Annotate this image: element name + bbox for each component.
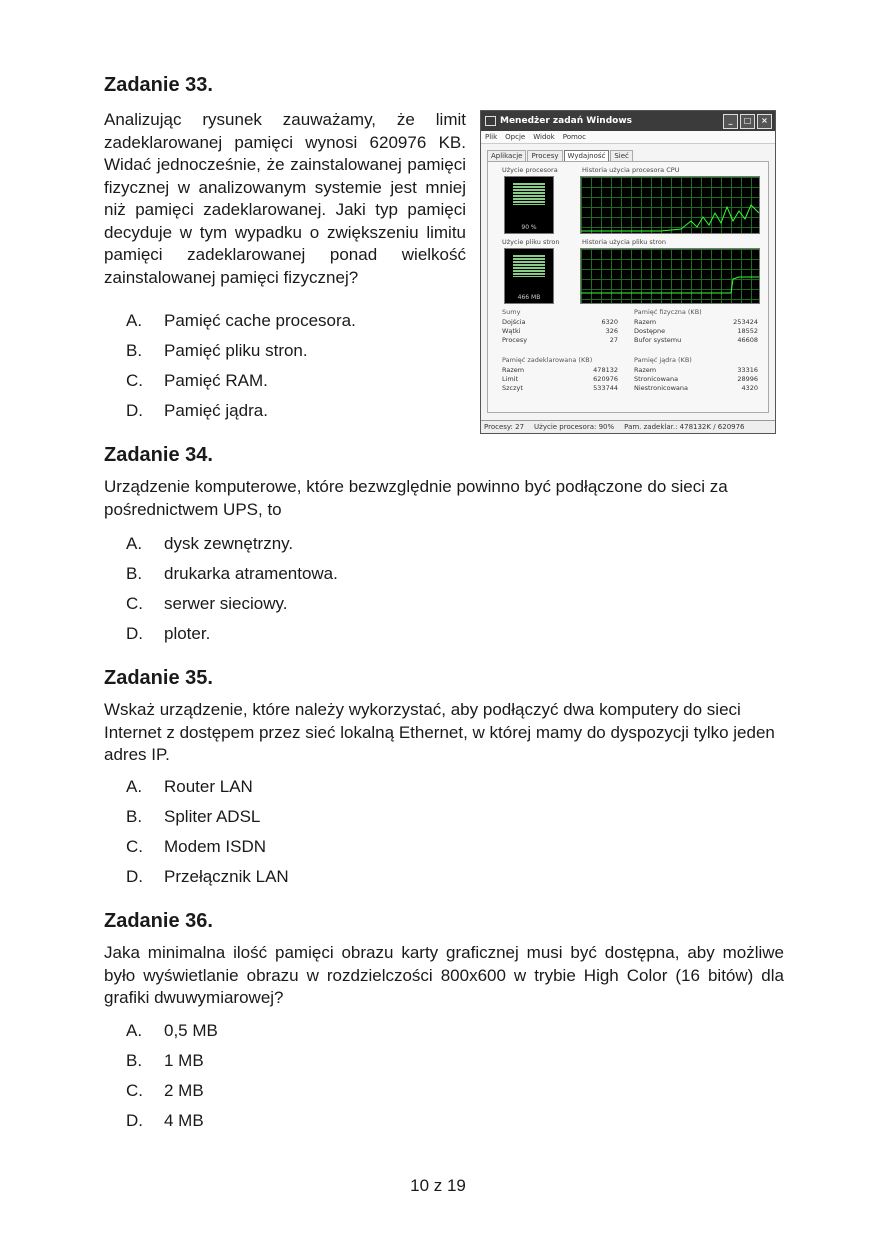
task-manager-statusbar xyxy=(481,420,775,433)
menu-item-file[interactable]: Plik xyxy=(485,133,498,141)
answer-text: Pamięć RAM. xyxy=(164,371,268,390)
physical-memory-row xyxy=(634,336,758,345)
answer-d xyxy=(126,1106,218,1136)
task-manager-title: Menedżer zadań Windows xyxy=(500,116,633,126)
answer-text: drukarka atramentowa. xyxy=(164,564,338,583)
stat-value: 4320 xyxy=(741,384,758,392)
answer-text: Router LAN xyxy=(164,777,253,796)
task-33-answers xyxy=(126,306,356,426)
stat-value: 46608 xyxy=(737,336,758,344)
cpu-history-graph xyxy=(580,176,760,234)
answer-a xyxy=(126,306,356,336)
pagefile-history-graph xyxy=(580,248,760,304)
menu-item-options[interactable]: Opcje xyxy=(505,133,526,141)
answer-letter: C. xyxy=(126,1081,143,1100)
totals-group xyxy=(502,308,618,345)
stat-label: Procesy xyxy=(502,336,528,344)
answer-b xyxy=(126,559,338,589)
answer-c xyxy=(126,832,289,862)
pagefile-history-line xyxy=(581,249,759,303)
answer-letter: D. xyxy=(126,867,143,886)
pagefile-history-label: Historia użycia pliku stron xyxy=(582,238,666,246)
answer-text: Pamięć cache procesora. xyxy=(164,311,356,330)
answer-a xyxy=(126,1016,218,1046)
answer-text: 4 MB xyxy=(164,1111,204,1130)
totals-header: Sumy xyxy=(502,308,521,316)
answer-text: Przełącznik LAN xyxy=(164,867,289,886)
kernel-memory-group xyxy=(634,356,758,393)
totals-row xyxy=(502,336,618,345)
totals-row xyxy=(502,327,618,336)
answer-a xyxy=(126,529,338,559)
physical-memory-header: Pamięć fizyczna (KB) xyxy=(634,308,702,316)
stat-value: 253424 xyxy=(733,318,758,326)
task-manager-tabs xyxy=(481,144,775,161)
answer-text: Modem ISDN xyxy=(164,837,267,856)
stat-label: Bufor systemu xyxy=(634,336,682,344)
answer-letter: B. xyxy=(126,341,143,360)
answer-text: 2 MB xyxy=(164,1081,204,1100)
kernel-memory-row xyxy=(634,375,758,384)
stat-label: Stronicowana xyxy=(634,375,679,383)
task-manager-menu xyxy=(481,131,775,144)
stat-value: 33316 xyxy=(737,366,758,374)
kernel-memory-header: Pamięć jądra (KB) xyxy=(634,356,692,364)
pagefile-usage-meter xyxy=(504,248,554,304)
cpu-usage-meter xyxy=(504,176,554,234)
minimize-icon[interactable]: _ xyxy=(723,114,738,129)
task-33-title: Zadanie 33. xyxy=(104,74,213,96)
answer-letter: B. xyxy=(126,807,143,826)
task-34-answers xyxy=(126,529,338,649)
tab-processes[interactable]: Procesy xyxy=(527,150,562,161)
stat-value: 533744 xyxy=(593,384,618,392)
answer-b xyxy=(126,336,356,366)
answer-text: 0,5 MB xyxy=(164,1021,218,1040)
answer-b xyxy=(126,802,289,832)
commit-charge-group xyxy=(502,356,618,393)
answer-letter: C. xyxy=(126,837,143,856)
answer-text: Pamięć pliku stron. xyxy=(164,341,308,360)
task-34-question: Urządzenie komputerowe, które bezwzględnie powinno być podłączone do sieci za pośrednictwem UPS, to xyxy=(104,477,728,519)
answer-c xyxy=(126,1076,218,1106)
task-manager-titlebar xyxy=(481,111,775,131)
answer-letter: B. xyxy=(126,564,143,583)
answer-text: ploter. xyxy=(164,624,211,643)
tab-applications[interactable]: Aplikacje xyxy=(487,150,526,161)
answer-letter: D. xyxy=(126,624,143,643)
answer-d xyxy=(126,862,289,892)
cpu-history-line xyxy=(581,177,759,233)
stat-label: Razem xyxy=(502,366,525,374)
answer-d xyxy=(126,396,356,426)
page-number: 10 z 19 xyxy=(410,1176,466,1195)
performance-panel xyxy=(487,161,769,413)
stat-label: Razem xyxy=(634,318,657,326)
maximize-icon[interactable]: □ xyxy=(740,114,755,129)
task-36-title: Zadanie 36. xyxy=(104,910,213,932)
stat-value: 478132 xyxy=(593,366,618,374)
task-36-question: Jaka minimalna ilość pamięci obrazu karty graficznej musi być dostępna, aby możliwe było wyświetlanie obrazu w rozdzielczości 800x600 w trybie High Color (16 bitów) dla grafiki dwuwymiarowej? xyxy=(104,943,784,1007)
answer-letter: D. xyxy=(126,1111,143,1130)
stat-label: Szczyt xyxy=(502,384,523,392)
stat-label: Niestronicowana xyxy=(634,384,688,392)
physical-memory-group xyxy=(634,308,758,345)
kernel-memory-row xyxy=(634,366,758,375)
tab-performance[interactable]: Wydajność xyxy=(564,150,610,161)
answer-letter: A. xyxy=(126,777,143,796)
answer-letter: B. xyxy=(126,1051,143,1070)
commit-charge-row xyxy=(502,366,618,375)
answer-letter: C. xyxy=(126,371,143,390)
stat-value: 620976 xyxy=(593,375,618,383)
stat-value: 28996 xyxy=(737,375,758,383)
stat-value: 6320 xyxy=(601,318,618,326)
answer-text: Spliter ADSL xyxy=(164,807,261,826)
answer-a xyxy=(126,772,289,802)
task-35-answers xyxy=(126,772,289,892)
answer-c xyxy=(126,366,356,396)
status-cpu: Użycie procesora: 90% xyxy=(534,423,615,431)
answer-text: Pamięć jądra. xyxy=(164,401,268,420)
status-commit: Pam. zadeklar.: 478132K / 620976 xyxy=(624,423,745,431)
commit-charge-header: Pamięć zadeklarowana (KB) xyxy=(502,356,593,364)
answer-text: serwer sieciowy. xyxy=(164,594,288,613)
stat-value: 326 xyxy=(605,327,618,335)
kernel-memory-row xyxy=(634,384,758,393)
task-manager-window xyxy=(480,110,776,434)
task-34-title: Zadanie 34. xyxy=(104,444,213,466)
stat-label: Dostępne xyxy=(634,327,666,335)
answer-letter: A. xyxy=(126,311,143,330)
stat-label: Razem xyxy=(634,366,657,374)
menu-item-help[interactable]: Pomoc xyxy=(562,133,586,141)
commit-charge-row xyxy=(502,375,618,384)
menu-item-view[interactable]: Widok xyxy=(533,133,555,141)
physical-memory-row xyxy=(634,327,758,336)
stat-value: 27 xyxy=(609,336,618,344)
stat-label: Wątki xyxy=(502,327,521,335)
answer-c xyxy=(126,589,338,619)
task-manager-icon xyxy=(485,116,496,126)
physical-memory-row xyxy=(634,318,758,327)
status-processes: Procesy: 27 xyxy=(484,423,525,431)
close-icon[interactable]: × xyxy=(757,114,772,129)
task-35-title: Zadanie 35. xyxy=(104,667,213,689)
answer-text: 1 MB xyxy=(164,1051,204,1070)
stat-label: Limit xyxy=(502,375,519,383)
answer-letter: D. xyxy=(126,401,143,420)
cpu-usage-bars xyxy=(513,183,545,205)
task-33-question: Analizując rysunek zauważamy, że limit zadeklarowanej pamięci wynosi 620976 KB. Widać jednocześnie, że zainstalowanej pamięci fizycznej w analizowanym systemie jest mniej niż pamięci zadeklarowanej. Jaki typ pamięci decyduje w tym wypadku o zwiększeniu limitu pamięci zadeklarowanej ponad wielkość zainstalowanej pamięci fizycznej? xyxy=(104,110,466,287)
task-35-question: Wskaż urządzenie, które należy wykorzystać, aby podłączyć dwa komputery do sieci Internet z dostępem przez sieć lokalną Ethernet, w której mamy do dyspozycji tylko jeden adres IP. xyxy=(104,700,775,764)
totals-row xyxy=(502,318,618,327)
stat-label: Dojścia xyxy=(502,318,526,326)
pagefile-usage-label: Użycie pliku stron xyxy=(502,238,560,246)
pagefile-usage-value: 466 MB xyxy=(517,294,541,301)
task-36-answers xyxy=(126,1016,218,1136)
answer-letter: C. xyxy=(126,594,143,613)
answer-letter: A. xyxy=(126,534,143,553)
stat-value: 18552 xyxy=(737,327,758,335)
answer-d xyxy=(126,619,338,649)
answer-letter: A. xyxy=(126,1021,143,1040)
cpu-usage-value: 90 % xyxy=(521,224,537,231)
answer-text: dysk zewnętrzny. xyxy=(164,534,294,553)
cpu-usage-label: Użycie procesora xyxy=(502,166,558,174)
commit-charge-row xyxy=(502,384,618,393)
cpu-history-label: Historia użycia procesora CPU xyxy=(582,166,680,174)
tab-network[interactable]: Sieć xyxy=(610,150,633,161)
pagefile-usage-bars xyxy=(513,255,545,277)
answer-b xyxy=(126,1046,218,1076)
